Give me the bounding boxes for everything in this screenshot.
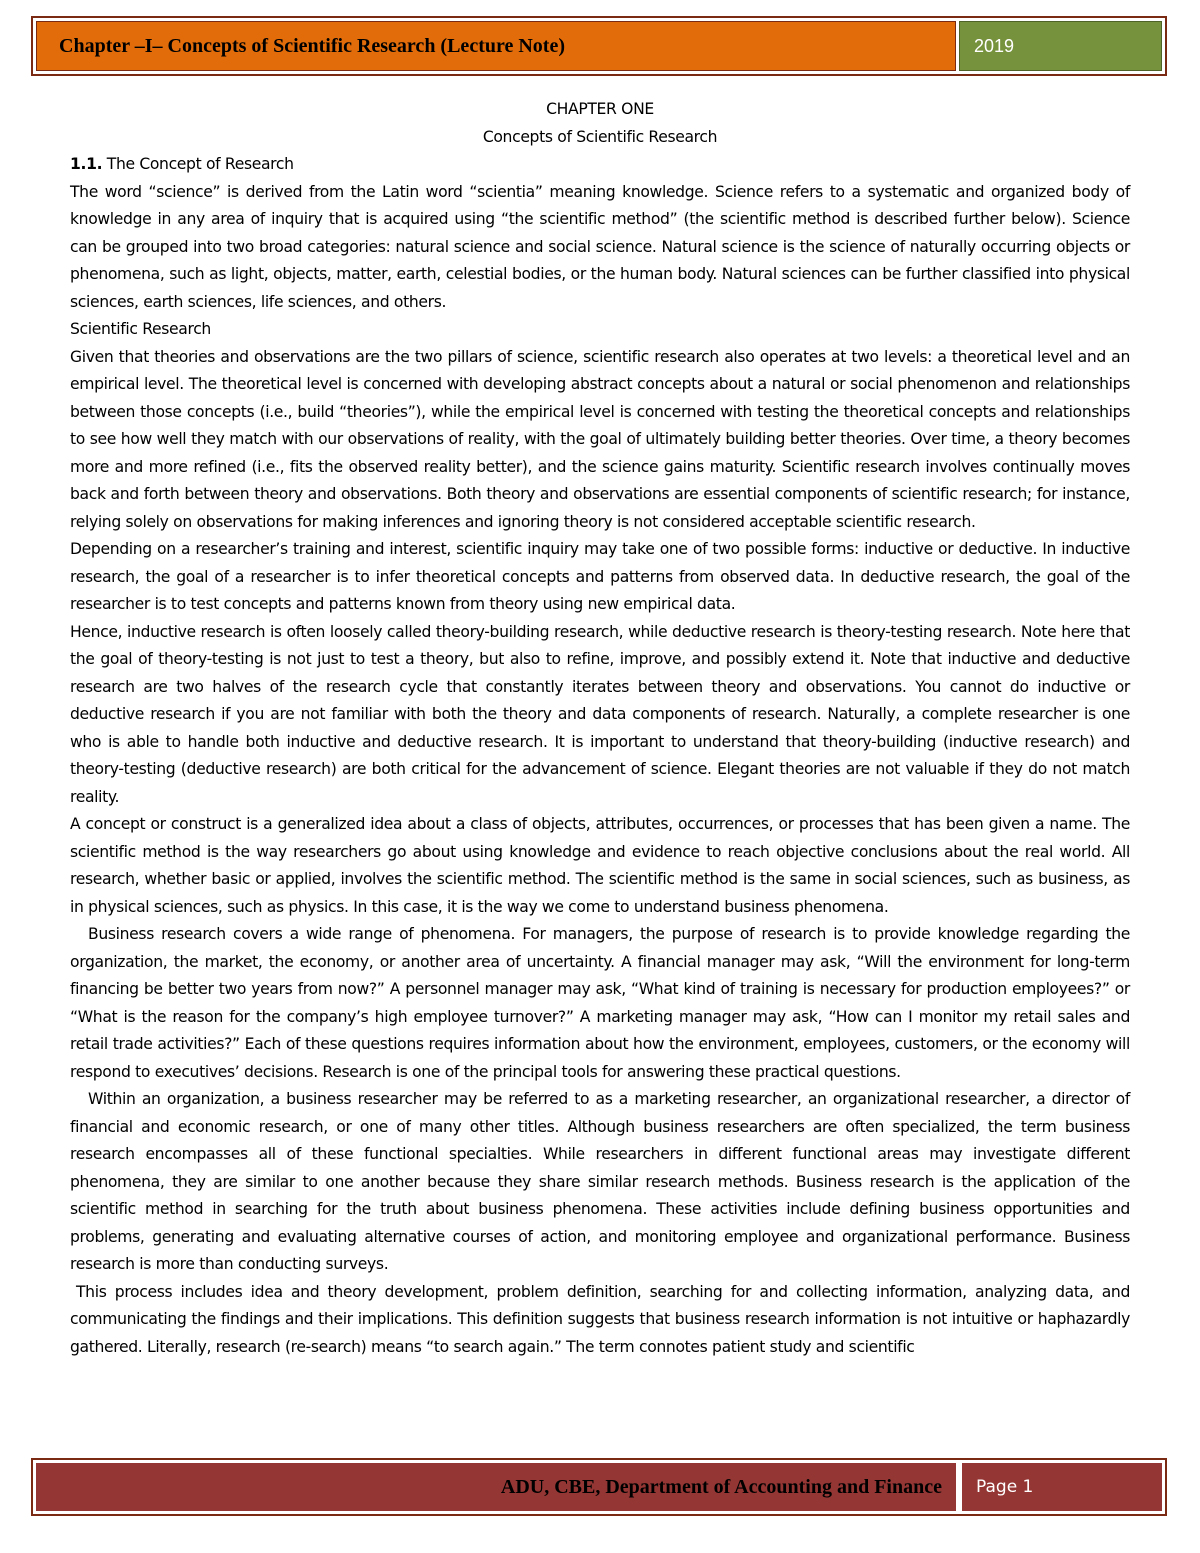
paragraph: A concept or construct is a generalized idea about a class of objects, attributes, occurrences, or processes that has been given a name. The scientific method is the way researchers go about using knowledge and evidence to reach objective conclusions about the real world. All research, whether basic or applied, involves the scientific method. The scientific method is the same in social sciences, such as business, as in physical sciences, such as physics. In this case, it is the way we come to understand business phenomena. [70,815,1130,916]
header-title: Chapter –I– Concepts of Scientific Research (Lecture Note) [59,34,566,57]
section-heading [70,151,1130,179]
footer-department: ADU, CBE, Department of Accounting and Finance [500,1475,942,1498]
paragraph: The word “science” is derived from the Latin word “scientia” meaning knowledge. Science refers to a systematic and organized body of knowledge in any area of inquiry that is acquired using “the scientific method” (the scientific method is described further below). Science can be grouped into two broad categories: natural science and social science. Natural science is the science of naturally occurring objects or phenomena, such as light, objects, matter, earth, celestial bodies, or the human body. Natural sciences can be further classified into physical sciences, earth sciences, life sciences, and others. [70,182,1130,311]
header-year-box [959,21,1162,71]
paragraph: Depending on a researcher’s training and interest, scientific inquiry may take one of two possible forms: inductive or deductive. In inductive research, the goal of a researcher is to infer theoretical concepts and patterns from observed data. In deductive research, the goal of the researcher is to test concepts and patterns known from theory using new empirical data. [70,540,1130,613]
chapter-label: CHAPTER ONE [546,100,654,118]
sub-heading: Scientific Research [70,320,211,338]
footer-page-box [959,1463,1162,1511]
footer-department-box [36,1463,956,1511]
paragraph: This process includes idea and theory development, problem definition, searching for and collecting information, analyzing data, and communicating the findings and their implications. This definition suggests that business research information is not intuitive or haphazardly gathered. Literally, research (re-search) means “to search again.” The term connotes patient study and scientific [70,1282,1130,1356]
document-body [70,96,1130,1361]
page-header [31,16,1167,76]
section-number: 1.1. [70,155,103,173]
paragraph: Hence, inductive research is often loosely called theory-building research, while deductive research is theory-testing research. Note here that the goal of theory-testing is not just to test a theory, but also to refine, improve, and possibly extend it. Note that inductive and deductive research are two halves of the research cycle that constantly iterates between theory and observations. You cannot do inductive or deductive research if you are not familiar with both the theory and data components of research. Naturally, a complete researcher is one who is able to handle both inductive and deductive research. It is important to understand that theory-building (inductive research) and theory-testing (deductive research) are both critical for the advancement of science. Elegant theories are not valuable if they do not match reality. [70,622,1130,806]
paragraph: Given that theories and observations are the two pillars of science, scientific research also operates at two levels: a theoretical level and an empirical level. The theoretical level is concerned with developing abstract concepts about a natural or social phenomenon and relationships between those concepts (i.e., build “theories”), while the empirical level is concerned with testing the theoretical concepts and relationships to see how well they match with our observations of reality, with the goal of ultimately building better theories. Over time, a theory becomes more and more refined (i.e., fits the observed reality better), and the science gains maturity. Scientific research involves continually moves back and forth between theory and observations. Both theory and observations are essential components of scientific research; for instance, relying solely on observations for making inferences and ignoring theory is not considered acceptable scientific research. [70,347,1130,531]
header-title-box [36,21,956,71]
paragraph: Business research covers a wide range of phenomena. For managers, the purpose of research is to provide knowledge regarding the organization, the market, the economy, or another area of uncertainty. A financial manager may ask, “Will the environment for long-term financing be better two years from now?” A personnel manager may ask, “What kind of training is necessary for production employees?” or “What is the reason for the company’s high employee turnover?” A marketing manager may ask, “How can I monitor my retail sales and retail trade activities?” Each of these questions requires information about how the environment, employees, customers, or the economy will respond to executives’ decisions. Research is one of the principal tools for answering these practical questions. [70,925,1130,1081]
header-year: 2019 [974,35,1015,56]
page-number: Page 1 [976,1477,1034,1497]
page-footer [31,1458,1167,1516]
chapter-title: Concepts of Scientific Research [482,127,718,146]
paragraph: Within an organization, a business researcher may be referred to as a marketing researcher, an organizational researcher, a director of financial and economic research, or one of many other titles. Although business researchers are often specialized, the term business research encompasses all of these functional specialties. While researchers in different functional areas may investigate different phenomena, they are similar to one another because they share similar research methods. Business research is the application of the scientific method in searching for the truth about business phenomena. These activities include defining business opportunities and problems, generating and evaluating alternative courses of action, and monitoring employee and organizational performance. Business research is more than conducting surveys. [70,1090,1130,1273]
section-title: The Concept of Research [106,155,294,173]
